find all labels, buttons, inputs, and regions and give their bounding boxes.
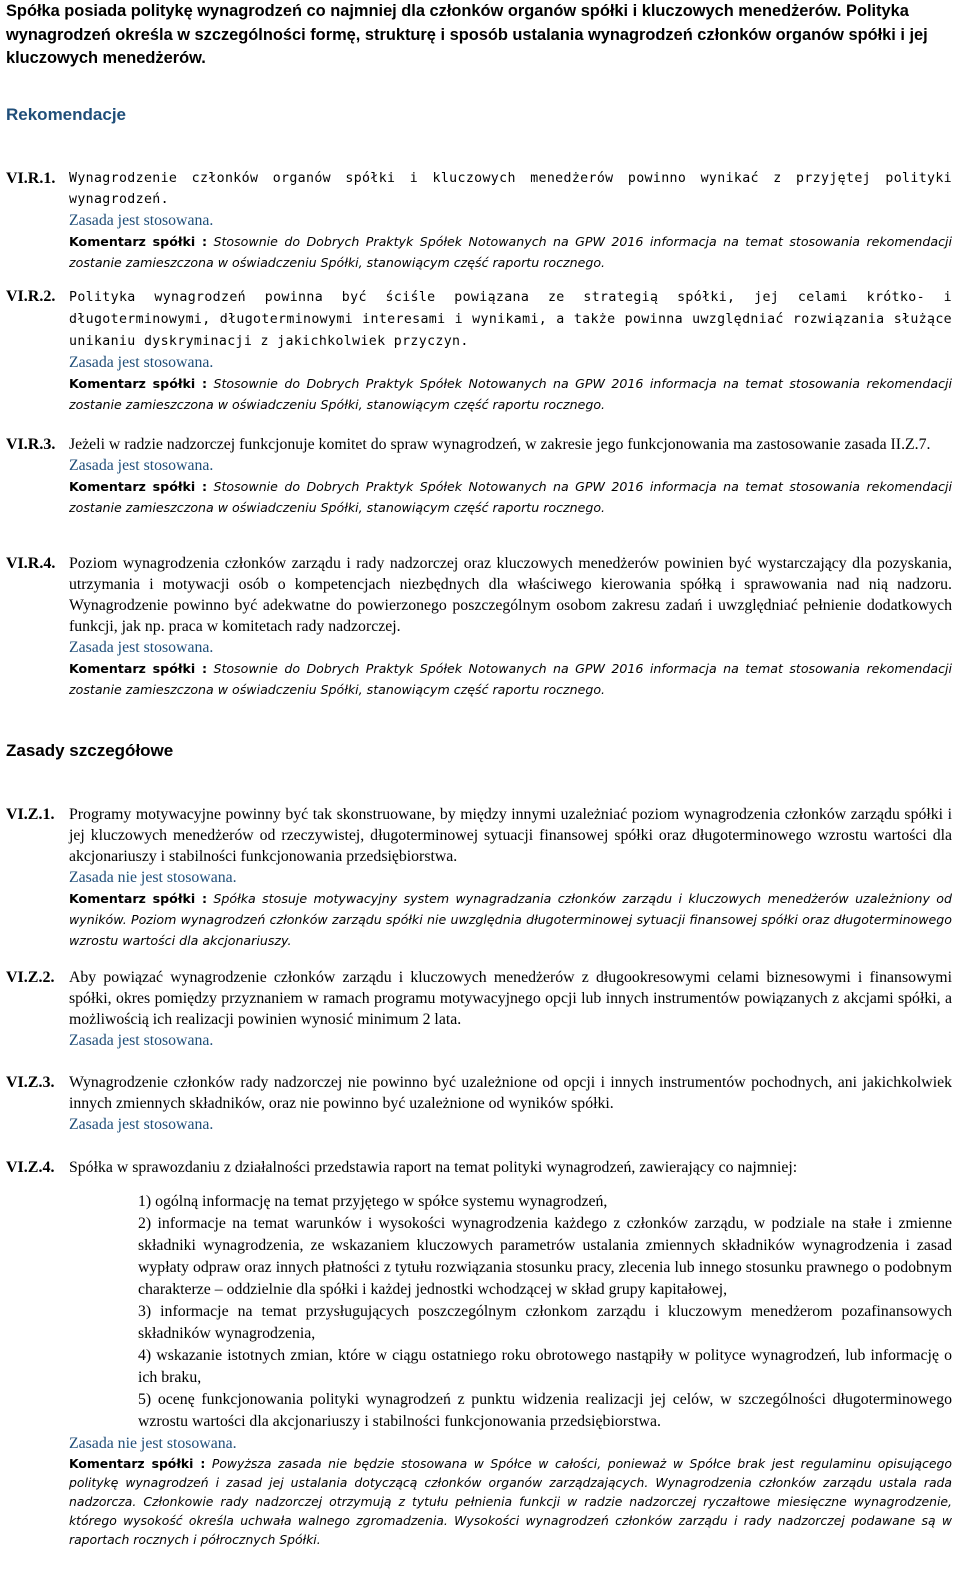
company-comment	[69, 888, 952, 951]
company-comment	[69, 1454, 952, 1549]
principle-vi-z-1	[6, 804, 952, 951]
comment-label: Komentarz spółki :	[69, 1456, 206, 1471]
list-item: 5) ocenę funkcjonowania polityki wynagrodzeń z punktu widzenia realizacji jej celów, w szczególności długoterminowego wzrostu wartości dla akcjonariuszy i stabilności funkcjonowania przedsiębiorstwa.	[138, 1391, 952, 1430]
comment-text: Stosownie do Dobrych Praktyk Spółek Notowanych na GPW 2016 informacja na temat stosowania rekomendacji zostanie zamieszczona w oświadczeniu Spółki, stanowiącym część raportu rocznego.	[69, 479, 952, 515]
status-text: Zasada jest stosowana.	[69, 212, 214, 229]
item-text: Poziom wynagrodzenia członków zarządu i rady nadzorczej oraz kluczowych menedżerów powinien być wystarczający dla pozyskania, utrzymania i motywacji osób o kompetencjach niezbędnych dla właściwego kierowania spółką i sprawowania nad nią nadzoru. Wynagrodzenie powinno być adekwatne do powierzonego poszczególnym osobom zakresu zadań i uwzględniać pełnienie dodatkowych funkcji, jak np. praca w komitetach rady nadzorczej.	[69, 555, 952, 635]
comment-label: Komentarz spółki :	[69, 891, 207, 906]
company-comment	[69, 658, 952, 700]
item-text	[69, 286, 952, 352]
item-text: Wynagrodzenie członków organów spółki i kluczowych menedżerów powinno wynikać z przyjętej polityki wynagrodzeń.	[69, 171, 952, 207]
comment-text: Stosownie do Dobrych Praktyk Spółek Notowanych na GPW 2016 informacja na temat stosowania rekomendacji zostanie zamieszczona w oświadczeniu Spółki, stanowiącym część raportu rocznego.	[69, 376, 952, 412]
status-text: Zasada jest stosowana.	[69, 457, 214, 474]
company-comment	[69, 476, 952, 518]
item-number: VI.Z.2.	[6, 969, 55, 986]
status-text: Zasada jest stosowana.	[69, 1116, 214, 1133]
comment-label: Komentarz spółki :	[69, 234, 208, 249]
item-text-content: Polityka wynagrodzeń powinna być ściśle powiązana ze strategią spółki, jej celami krótko- i długoterminowymi, długoterminowymi interesami i wynikami, a także powinna uwzględniać rozwiązania służące unikaniu dyskryminacji z jakichkolwiek przyczyn.	[69, 290, 952, 349]
item-text: Wynagrodzenie członków rady nadzorczej nie powinno być uzależnione od opcji i innych instrumentów pochodnych, ani jakichkolwiek innych zmiennych składników, oraz nie powinno być uzależnione od wyników spółki.	[69, 1074, 952, 1112]
item-number: VI.R.2.	[6, 288, 56, 305]
item-number: VI.R.3.	[6, 436, 56, 453]
heading-rekomendacje: Rekomendacje	[6, 105, 126, 124]
status-text: Zasada jest stosowana.	[69, 1032, 214, 1049]
report-contents-list	[138, 1191, 952, 1433]
item-text: Spółka w sprawozdaniu z działalności przedstawia raport na temat polityki wynagrodzeń, zawierający co najmniej:	[69, 1159, 798, 1176]
item-number: VI.Z.3.	[6, 1074, 55, 1091]
principle-vi-z-2	[6, 967, 952, 1051]
item-text: Jeżeli w radzie nadzorczej funkcjonuje komitet do spraw wynagrodzeń, w zakresie jego funkcjonowania ma zastosowanie zasada II.Z.7.	[69, 436, 931, 453]
recommendation-vi-r-1	[6, 168, 952, 273]
recommendation-vi-r-2	[6, 286, 952, 415]
recommendation-vi-r-3	[6, 434, 952, 518]
item-number: VI.R.1.	[6, 170, 56, 187]
comment-label: Komentarz spółki :	[69, 479, 208, 494]
status-text: Zasada jest stosowana.	[69, 639, 214, 656]
item-text: Programy motywacyjne powinny być tak skonstruowane, by między innymi uzależniać poziom wynagrodzenia członków zarządu spółki i jej kluczowych menedżerów od rzeczywistej, długoterminowej sytuacji finansowej spółki oraz długoterminowego wzrostu wartości dla akcjonariuszy i stabilności funkcjonowania przedsiębiorstwa.	[69, 806, 952, 865]
list-item: 2) informacje na temat warunków i wysokości wynagrodzenia każdego z członków zarządu, w podziale na stałe i zmienne składniki wynagrodzenia, ze wskazaniem kluczowych parametrów ustalania zmiennych składników wynagrodzenia i zasad wypłaty odpraw oraz innych płatności z tytułu rozwiązania stosunku pracy, zlecenia lub innego stosunku prawnego o podobnym charakterze – oddzielnie dla spółki i każdej jednostki wchodzącej w skład grupy kapitałowej,	[138, 1215, 952, 1298]
comment-text: Spółka stosuje motywacyjny system wynagradzania członków zarządu i kluczowych menedżerów uzależniony od wyników. Poziom wynagrodzeń członków zarządu spółki nie uwzględnia długoterminowej sytuacji finansowej spółki oraz długoterminowego wzrostu wartości dla akcjonariuszy.	[69, 891, 952, 948]
status-text: Zasada nie jest stosowana.	[69, 869, 237, 886]
company-comment	[69, 373, 952, 415]
company-comment	[69, 231, 952, 273]
heading-zasady-szczegolowe: Zasady szczegółowe	[6, 741, 174, 760]
comment-label: Komentarz spółki :	[69, 376, 208, 391]
comment-text: Powyższa zasada nie będzie stosowana w Spółce w całości, ponieważ w Spółce brak jest regulaminu opisującego politykę wynagrodzeń i zasad jej ustalania dotyczącą członków organów zarządzających. Wynagrodzenia członków zarządu ustala rada nadzorcza. Członkowie rady nadzorczej otrzymują z tytułu pełnienia funkcji w radzie nadzorczej ryczałtowe miesięczne wynagrodzenie, którego wysokość określa uchwała walnego zgromadzenia. Wysokości wynagrodzeń członków zarządu i rady nadzorczej podawane są w raportach rocznych i półrocznych Spółki.	[69, 1456, 952, 1547]
item-number: VI.Z.4.	[6, 1159, 55, 1176]
item-text: Aby powiązać wynagrodzenie członków zarządu i kluczowych menedżerów z długookresowymi celami biznesowymi i finansowymi spółki, okres pomiędzy przyznaniem w ramach programu motywacyjnego opcji lub innych instrumentów powiązanych z akcjami spółki, a możliwością ich realizacji powinien wynosić minimum 2 lata.	[69, 969, 952, 1028]
principle-vi-z-3	[6, 1072, 952, 1135]
intro-paragraph: Spółka posiada politykę wynagrodzeń co najmniej dla członków organów spółki i kluczowych menedżerów. Polityka wynagrodzeń określa w szczególności formę, strukturę i sposób ustalania wynagrodzeń członków organów spółki i jej kluczowych menedżerów.	[6, 2, 928, 67]
list-item: 3) informacje na temat przysługujących poszczególnym członkom zarządu i kluczowym menedżerom pozafinansowych składników wynagrodzenia,	[138, 1303, 952, 1342]
status-text: Zasada jest stosowana.	[69, 354, 214, 371]
recommendation-vi-r-4	[6, 553, 952, 700]
list-item: 4) wskazanie istotnych zmian, które w ciągu ostatniego roku obrotowego nastąpiły w polityce wynagrodzeń, lub informację o ich braku,	[138, 1347, 952, 1386]
status-text: Zasada nie jest stosowana.	[69, 1435, 237, 1452]
comment-text: Stosownie do Dobrych Praktyk Spółek Notowanych na GPW 2016 informacja na temat stosowania rekomendacji zostanie zamieszczona w oświadczeniu Spółki, stanowiącym część raportu rocznego.	[69, 661, 952, 697]
comment-label: Komentarz spółki :	[69, 661, 208, 676]
item-number: VI.R.4.	[6, 555, 56, 572]
list-item: 1) ogólną informację na temat przyjętego w spółce systemu wynagrodzeń,	[138, 1193, 608, 1210]
item-number: VI.Z.1.	[6, 806, 55, 823]
principle-vi-z-4	[6, 1157, 952, 1549]
comment-text: Stosownie do Dobrych Praktyk Spółek Notowanych na GPW 2016 informacja na temat stosowania rekomendacji zostanie zamieszczona w oświadczeniu Spółki, stanowiącym część raportu rocznego.	[69, 234, 952, 270]
